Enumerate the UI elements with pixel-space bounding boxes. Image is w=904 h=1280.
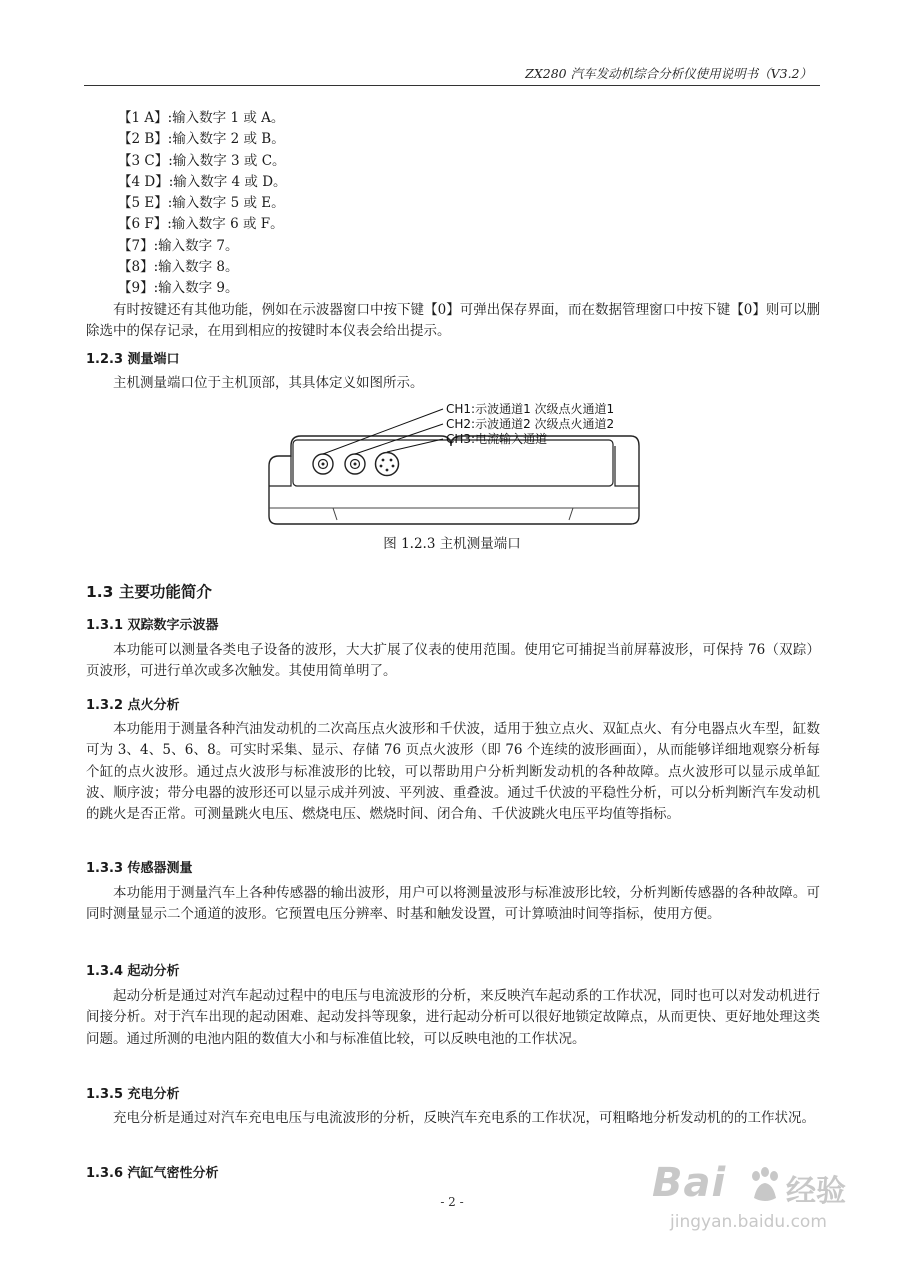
paw-icon	[748, 1166, 782, 1206]
section-1-3-1-text: 本功能可以测量各类电子设备的波形，大大扩展了仪表的使用范围。使用它可捕捉当前屏幕波形，可保持 76（双踪）页波形，可进行单次或多次触发。其使用简单明了。	[86, 642, 820, 680]
header-divider	[84, 85, 820, 86]
key-list-item: 【6 F】:输入数字 6 或 F。	[118, 216, 284, 233]
ch1-port-icon	[313, 454, 333, 474]
port-label-ch3: CH3:电流输入通道	[446, 432, 548, 446]
key-extra-function-paragraph: 有时按键还有其他功能，例如在示波器窗口中按下键【0】可弹出保存界面，而在数据管理窗口中按下键【0】则可以删除选中的保存记录，在用到相应的按键时本仪表会给出提示。	[86, 302, 820, 340]
watermark-logo-text: Bai	[652, 1160, 727, 1206]
watermark-jingyan-text: 经验	[786, 1174, 846, 1209]
key-list-item: 【5 E】:输入数字 5 或 E。	[118, 195, 285, 212]
port-label-ch2: CH2:示波通道2 次级点火通道2	[446, 417, 615, 431]
ch3-port-icon	[376, 453, 399, 476]
baidu-jingyan-watermark	[648, 1160, 848, 1250]
key-list-item: 【4 D】:输入数字 4 或 D。	[118, 173, 287, 190]
document-header-title: ZX280 汽车发动机综合分析仪使用说明书（V3.2）	[525, 66, 812, 81]
section-1-3-2-text: 本功能用于测量各种汽油发动机的二次高压点火波形和千伏波，适用于独立点火、双缸点火、有分电器点火车型，缸数可为 3、4、5、6、8。可实时采集、显示、存储 76 页点火波形（即 76 个连续的波形画面），从而能够详细地观察分析每个缸的点火波形。通过点火波形与标准波形的比较，可以帮助用户分析判断发动机的各种故障。点火波形可以显示成单缸波、顺序波；带分电器的波形还可以显示成并列波、平列波、重叠波。通过千伏波的平稳性分析，可以分析判断汽车发动机的跳火是否正常。可测量跳火电压、燃烧电压、燃烧时间、闭合角、千伏波跳火电压平均值等指标。	[86, 721, 820, 823]
key-list-item: 【2 B】:输入数字 2 或 B。	[118, 131, 285, 148]
section-heading-1-3-6: 1.3.6 汽缸气密性分析	[86, 1166, 219, 1181]
section-heading-1-2-3: 1.2.3 测量端口	[86, 352, 180, 367]
section-1-2-3-text: 主机测量端口位于主机顶部，其具体定义如图所示。	[113, 375, 424, 391]
port-label-ch1: CH1:示波通道1 次级点火通道1	[446, 402, 615, 416]
measurement-port-figure	[263, 396, 663, 536]
watermark-url: jingyan.baidu.com	[670, 1212, 827, 1232]
section-heading-1-3: 1.3 主要功能简介	[86, 583, 212, 601]
section-1-3-3-text: 本功能用于测量汽车上各种传感器的输出波形，用户可以将测量波形与标准波形比较，分析判断传感器的各种故障。可同时测量显示二个通道的波形。它预置电压分辨率、时基和触发设置，可计算喷油时间等指标，使用方便。	[86, 885, 820, 923]
section-heading-1-3-2: 1.3.2 点火分析	[86, 698, 180, 713]
key-list-item: 【1 A】:输入数字 1 或 A。	[118, 110, 285, 126]
key-list-item: 【3 C】:输入数字 3 或 C。	[118, 152, 286, 169]
section-1-3-5-text: 充电分析是通过对汽车充电电压与电流波形的分析，反映汽车充电系的工作状况，可粗略地分析发动机的的工作状况。	[113, 1110, 815, 1126]
page-number: - 2 -	[440, 1195, 464, 1209]
figure-caption: 图 1.2.3 主机测量端口	[383, 536, 521, 552]
section-heading-1-3-4: 1.3.4 起动分析	[86, 964, 180, 979]
section-heading-1-3-1: 1.3.1 双踪数字示波器	[86, 618, 219, 633]
key-list-item: 【9】:输入数字 9。	[118, 280, 239, 297]
section-heading-1-3-3: 1.3.3 传感器测量	[86, 861, 193, 876]
ch2-port-icon	[345, 454, 365, 474]
section-1-3-4-text: 起动分析是通过对汽车起动过程中的电压与电流波形的分析，来反映汽车起动系的工作状况，同时也可以对发动机进行间接分析。对于汽车出现的起动困难、起动发抖等现象，进行起动分析可以很好地锁定故障点，从而更快、更好地处理这类问题。通过所测的电池内阻的数值大小和与标准值比较，可以反映电池的工作状况。	[86, 988, 820, 1047]
key-function-list	[118, 108, 287, 300]
key-list-item: 【7】:输入数字 7。	[118, 237, 239, 254]
key-list-item: 【8】:输入数字 8。	[118, 259, 239, 276]
section-heading-1-3-5: 1.3.5 充电分析	[86, 1087, 180, 1102]
